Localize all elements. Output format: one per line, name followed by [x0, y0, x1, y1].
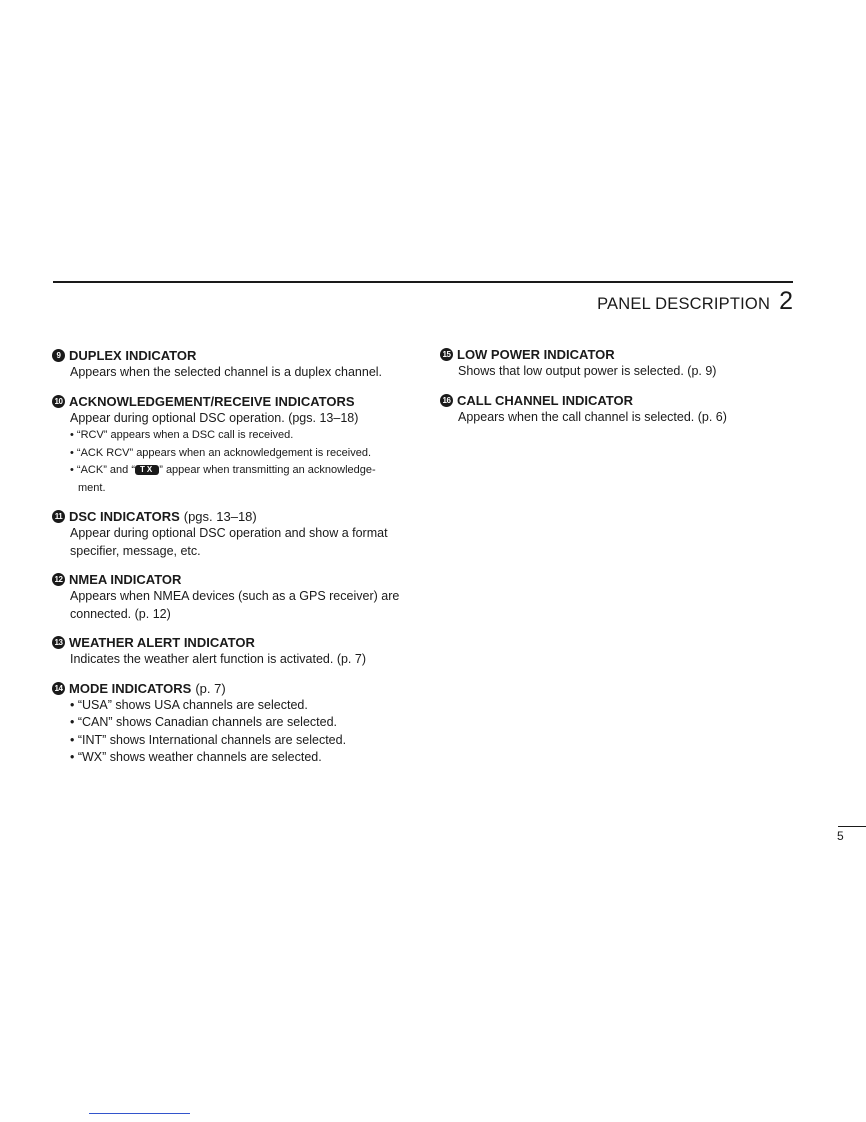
- bullet-continuation: ment.: [78, 481, 106, 494]
- section-body: Appears when NMEA devices (such as a GPS receiver) are connected. (p. 12): [70, 589, 400, 621]
- section-body: Appears when the call channel is selected. (p. 6): [458, 409, 727, 424]
- right-column: [440, 346, 840, 437]
- section-title: DSC INDICATORS: [69, 509, 180, 524]
- bullet-item: • “WX” shows weather channels are selected.: [70, 750, 322, 764]
- bullet-item: [70, 462, 422, 480]
- page-reference: (p. 7): [195, 680, 226, 696]
- section-body: Indicates the weather alert function is activated. (p. 7): [70, 652, 366, 666]
- bullet-item: • “USA” shows USA channels are selected.: [70, 697, 308, 712]
- section-ack-receive-indicators: [52, 393, 422, 498]
- item-number-badge: 9: [52, 349, 65, 362]
- bullet-text: ” appear when transmitting an acknowledge-: [159, 464, 376, 476]
- section-low-power-indicator: [440, 346, 840, 381]
- page-number: 5: [837, 829, 844, 843]
- header-title: PANEL DESCRIPTION: [597, 295, 771, 313]
- bullet-item: • “CAN” shows Canadian channels are selected.: [70, 715, 338, 729]
- section-duplex-indicator: [52, 347, 422, 382]
- section-title: DUPLEX INDICATOR: [69, 348, 197, 363]
- item-number-badge: 11: [52, 510, 65, 523]
- bullet-item: • “ACK RCV” appears when an acknowledgement is received.: [70, 446, 371, 459]
- item-number-badge: 12: [52, 573, 65, 586]
- section-title: NMEA INDICATOR: [69, 572, 182, 587]
- header-rule: [53, 281, 793, 283]
- bullet-item: • “INT” shows International channels are selected.: [70, 732, 347, 747]
- item-number-badge: 16: [440, 394, 453, 407]
- item-number-badge: 15: [440, 348, 453, 361]
- item-number-badge: 13: [52, 636, 65, 649]
- item-number-badge: 10: [52, 395, 65, 408]
- section-body: Appear during optional DSC operation. (pgs. 13–18): [70, 410, 359, 425]
- item-number-badge: 14: [52, 682, 65, 695]
- tx-indicator-badge: TX: [135, 465, 159, 475]
- section-body: Appear during optional DSC operation and show a format specifier, message, etc.: [70, 526, 388, 558]
- section-body: Appears when the selected channel is a duplex channel.: [70, 365, 383, 379]
- section-mode-indicators: [52, 680, 422, 767]
- page-header: [597, 287, 793, 316]
- section-call-channel-indicator: [440, 392, 840, 427]
- chapter-number: 2: [779, 287, 793, 315]
- section-title: WEATHER ALERT INDICATOR: [69, 635, 255, 650]
- section-body: Shows that low output power is selected. (p. 9): [458, 364, 717, 378]
- section-dsc-indicators: [52, 508, 422, 560]
- bullet-list: [70, 427, 422, 497]
- bullet-text: • “ACK” and “: [70, 464, 135, 476]
- link-underline[interactable]: [89, 1113, 190, 1114]
- section-weather-alert-indicator: [52, 634, 422, 669]
- section-nmea-indicator: [52, 571, 422, 623]
- left-column: [52, 347, 422, 778]
- section-title: LOW POWER INDICATOR: [457, 347, 615, 362]
- section-title: MODE INDICATORS: [69, 680, 192, 696]
- page-number-rule: [838, 826, 866, 827]
- section-title: ACKNOWLEDGEMENT/RECEIVE INDICATORS: [69, 393, 355, 409]
- section-title: CALL CHANNEL INDICATOR: [457, 392, 633, 408]
- bullet-item: • “RCV” appears when a DSC call is received.: [70, 429, 294, 441]
- bullet-list: [70, 697, 422, 767]
- page-reference: (pgs. 13–18): [183, 509, 257, 524]
